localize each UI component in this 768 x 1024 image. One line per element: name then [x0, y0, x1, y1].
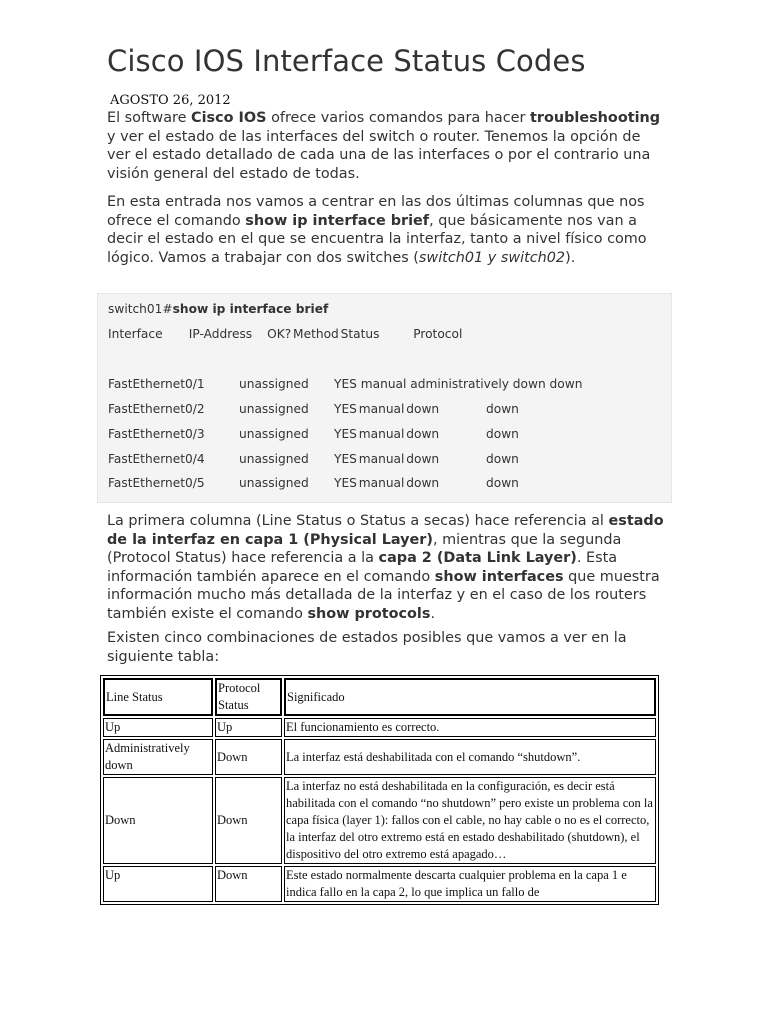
header-protocol-status: Protocol Status	[215, 678, 282, 716]
table-row: Up Down Este estado normalmente descarta cualquier problema en la capa 1 e indica fallo en la capa 2, lo que implica un fallo de	[103, 866, 656, 902]
table-header-row	[103, 678, 656, 716]
command-output-block: switch01#show ip interface brief Interface IP-Address OK? Method Status Protocol FastEthernet0/1 unassigned YES manual administratively down down FastEthernet0/2 unassigned YES manual down down FastEthernet0/3 unassigned YES manual down down FastEthernet0/4 unassigned YES manual down down FastEthernet0/5 unassigned YES manual down down	[97, 293, 672, 503]
output-header: Interface IP-Address OK? Method Status Protocol	[108, 327, 463, 341]
table-row: Administratively down Down La interfaz está deshabilitada con el comando “shutdown”.	[103, 739, 656, 775]
status-codes-table	[100, 675, 659, 905]
table-row: Up Up El funcionamiento es correcto.	[103, 718, 656, 737]
intro-paragraph: El software Cisco IOS ofrece varios comandos para hacer troubleshooting y ver el estado de las interfaces del switch o router. Tenemos la opción de ver el estado detallado de cada una de las interfaces o por el contrario una visión general del estado de todas.	[107, 110, 661, 182]
page-title: Cisco IOS Interface Status Codes	[107, 44, 586, 78]
table-row: Down Down La interfaz no está deshabilitada en la configuración, es decir está habilitada con el comando “no shutdown” pero existe un problema con la capa física (layer 1): fallos con el cable, no hay cable o no es el correcto, la interfaz del otro extremo está en estado deshabilitado (shutdown), el dispositivo del otro extremo está apagado…	[103, 777, 656, 864]
post-date: AGOSTO 26, 2012	[110, 93, 231, 108]
focus-paragraph: En esta entrada nos vamos a centrar en las dos últimas columnas que nos ofrece el comando show ip interface brief, que básicamente nos van a decir el estado en el que se encuentra la interfaz, tanto a nivel físico como lógico. Vamos a trabajar con dos switches (switch01 y switch02).	[107, 194, 647, 266]
command-line: switch01#show ip interface brief	[108, 302, 329, 316]
layers-paragraph: La primera columna (Line Status o Status a secas) hace referencia al estado de la interfaz en capa 1 (Physical Layer), mientras que la segunda (Protocol Status) hace referencia a la capa 2 (Data Link Layer). Esta información también aparece en el comando show interfaces que muestra información mucho más detallada de la interfaz y en el caso de los routers también existe el comando show protocols.	[107, 513, 664, 622]
header-line-status: Line Status	[103, 678, 213, 716]
header-significado: Significado	[284, 678, 656, 716]
table-intro-paragraph: Existen cinco combinaciones de estados posibles que vamos a ver en la siguiente tabla:	[107, 630, 627, 665]
